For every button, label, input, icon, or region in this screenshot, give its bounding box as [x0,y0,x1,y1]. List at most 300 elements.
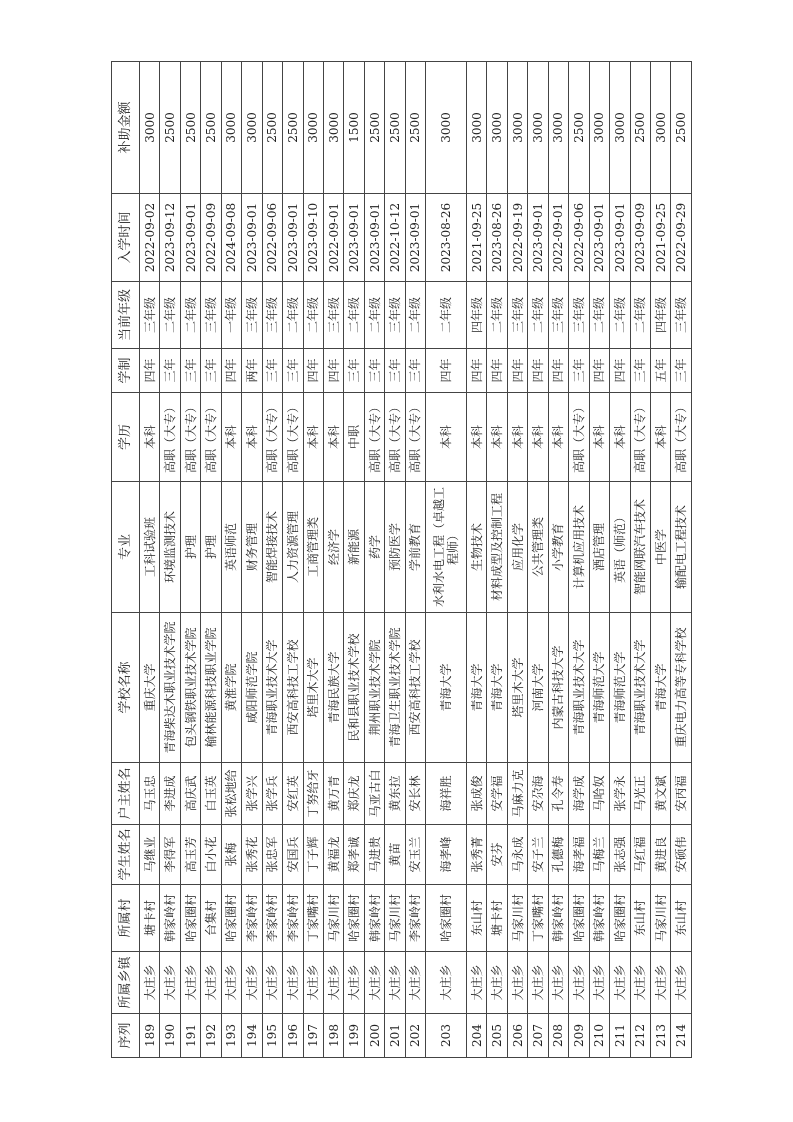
enroll-date-cell: 2022-09-29 [671,194,692,282]
seq-cell: 199 [344,1014,364,1058]
subsidy-cell: 2500 [385,62,405,194]
subsidy-cell: 3000 [487,62,507,194]
village-cell: 台集村 [201,885,221,952]
seq-cell: 196 [283,1014,303,1058]
education-cell: 高职（大专） [201,393,221,482]
duration-cell: 四年 [610,349,630,393]
student-name-cell: 张忠军 [262,825,282,885]
table-row [140,62,160,1058]
table-row [426,62,467,1058]
school-name-cell: 青海职业技术大学 [262,613,282,763]
seq-cell: 206 [507,1014,527,1058]
enroll-date-cell: 2023-08-26 [426,194,467,282]
subsidy-cell: 2500 [201,62,221,194]
school-name-cell: 青海职业技术大学 [569,613,589,763]
seq-cell: 213 [650,1014,670,1058]
duration-cell: 三年 [385,349,405,393]
education-cell: 本科 [140,393,160,482]
seq-cell: 212 [630,1014,650,1058]
major-cell: 公共管理类 [528,482,548,613]
table-row [528,62,548,1058]
table-row [548,62,568,1058]
enroll-date-cell: 2024-09-08 [221,194,241,282]
village-cell: 李家岭村 [242,885,262,952]
education-cell: 本科 [610,393,630,482]
village-cell: 李家岭村 [405,885,425,952]
school-name-cell: 包头钢铁职业技术学院 [180,613,200,763]
table-row [610,62,630,1058]
grade-cell: 二年级 [589,282,609,349]
duration-cell: 四年 [467,349,487,393]
enroll-date-cell: 2021-09-25 [650,194,670,282]
township-cell: 大庄乡 [385,952,405,1014]
seq-cell: 211 [610,1014,630,1058]
seq-cell: 208 [548,1014,568,1058]
village-cell: 李家岭村 [262,885,282,952]
grade-cell: 二年级 [405,282,425,349]
village-cell: 马家川村 [323,885,343,952]
duration-cell: 四年 [303,349,323,393]
table-row [467,62,487,1058]
village-cell: 塘卡村 [140,885,160,952]
subsidy-cell: 3000 [610,62,630,194]
grade-cell: 三年级 [569,282,589,349]
table-row [650,62,670,1058]
subsidy-cell: 2500 [364,62,384,194]
duration-cell: 三年 [364,349,384,393]
householder-name-cell: 张成俊 [467,763,487,825]
header-cell: 学校名称 [112,613,140,763]
table-row [344,62,364,1058]
education-cell: 本科 [528,393,548,482]
header-cell: 所属乡镇 [112,952,140,1014]
township-cell: 大庄乡 [548,952,568,1014]
township-cell: 大庄乡 [262,952,282,1014]
householder-name-cell: 张学兵 [262,763,282,825]
school-name-cell: 青海大学 [650,613,670,763]
township-cell: 大庄乡 [610,952,630,1014]
header-cell: 学生姓名 [112,825,140,885]
major-cell: 计算机应用技术 [569,482,589,613]
householder-name-cell: 马光正 [630,763,650,825]
student-name-cell: 李得军 [160,825,180,885]
school-name-cell: 榆林能源科技职业学院 [201,613,221,763]
major-cell: 材料成型及控制工程 [487,482,507,613]
student-name-cell: 马梅兰 [589,825,609,885]
village-cell: 李家岭村 [283,885,303,952]
education-cell: 本科 [221,393,241,482]
township-cell: 大庄乡 [140,952,160,1014]
school-name-cell: 内蒙古科技大学 [548,613,568,763]
education-cell: 本科 [303,393,323,482]
major-cell: 英语（师范） [610,482,630,613]
grade-cell: 三年级 [262,282,282,349]
grade-cell: 三年级 [548,282,568,349]
student-name-cell: 高玉芳 [180,825,200,885]
subsidy-cell: 3000 [589,62,609,194]
householder-name-cell: 郑庆龙 [344,763,364,825]
enroll-date-cell: 2023-08-26 [487,194,507,282]
enroll-date-cell: 2023-09-10 [303,194,323,282]
major-cell: 生物技术 [467,482,487,613]
householder-name-cell: 马亚古白 [364,763,384,825]
education-cell: 本科 [487,393,507,482]
student-name-cell: 海孝福 [569,825,589,885]
village-cell: 韩家岭村 [160,885,180,952]
student-name-cell: 白小花 [201,825,221,885]
grade-cell: 二年级 [160,282,180,349]
enroll-date-cell: 2023-09-01 [242,194,262,282]
duration-cell: 四年 [323,349,343,393]
enroll-date-cell: 2022-09-01 [323,194,343,282]
enroll-date-cell: 2023-09-01 [528,194,548,282]
householder-name-cell: 黄东拉 [385,763,405,825]
education-cell: 本科 [242,393,262,482]
school-name-cell: 塔里木大学 [303,613,323,763]
enroll-date-cell: 2023-09-01 [364,194,384,282]
duration-cell: 三年 [262,349,282,393]
major-cell: 护理 [180,482,200,613]
subsidy-cell: 2500 [671,62,692,194]
township-cell: 大庄乡 [405,952,425,1014]
school-name-cell: 重庆电力高等专科学校 [671,613,692,763]
township-cell: 大庄乡 [589,952,609,1014]
township-cell: 大庄乡 [283,952,303,1014]
duration-cell: 四年 [426,349,467,393]
major-cell: 财务管理 [242,482,262,613]
major-cell: 学前教育 [405,482,425,613]
school-name-cell: 青海师范大学 [589,613,609,763]
seq-cell: 197 [303,1014,323,1058]
student-name-cell: 张秀菁 [467,825,487,885]
enroll-date-cell: 2021-09-25 [467,194,487,282]
village-cell: 哈家圈村 [344,885,364,952]
education-cell: 本科 [323,393,343,482]
student-name-cell: 黄苗 [385,825,405,885]
enroll-date-cell: 2022-09-09 [201,194,221,282]
subsidy-cell: 2500 [262,62,282,194]
education-cell: 高职（大专） [630,393,650,482]
student-name-cell: 黄进良 [650,825,670,885]
school-name-cell: 青海大学 [487,613,507,763]
duration-cell: 三年 [180,349,200,393]
seq-cell: 200 [364,1014,384,1058]
enroll-date-cell: 2023-09-01 [180,194,200,282]
grade-cell: 三年级 [201,282,221,349]
village-cell: 马家川村 [507,885,527,952]
village-cell: 塘卡村 [487,885,507,952]
seq-cell: 201 [385,1014,405,1058]
student-name-cell: 孔德梅 [548,825,568,885]
township-cell: 大庄乡 [344,952,364,1014]
grade-cell: 三年级 [507,282,527,349]
enroll-date-cell: 2023-09-01 [405,194,425,282]
seq-cell: 193 [221,1014,241,1058]
seq-cell: 202 [405,1014,425,1058]
village-cell: 东山村 [467,885,487,952]
student-name-cell: 马进贵 [364,825,384,885]
school-name-cell: 咸阳师范学院 [242,613,262,763]
subsidy-cell: 2500 [160,62,180,194]
subsidy-cell: 2500 [283,62,303,194]
enroll-date-cell: 2023-09-01 [589,194,609,282]
township-cell: 大庄乡 [630,952,650,1014]
student-name-cell: 郑孝诚 [344,825,364,885]
township-cell: 大庄乡 [160,952,180,1014]
township-cell: 大庄乡 [528,952,548,1014]
duration-cell: 三年 [160,349,180,393]
major-cell: 工科试验班 [140,482,160,613]
subsidy-cell: 3000 [548,62,568,194]
seq-cell: 210 [589,1014,609,1058]
subsidy-cell: 2500 [630,62,650,194]
header-cell: 户主姓名 [112,763,140,825]
education-cell: 高职（大专） [262,393,282,482]
table-row [160,62,180,1058]
school-name-cell: 民和县职业技术学校 [344,613,364,763]
table-row [364,62,384,1058]
subsidy-cell: 3000 [140,62,160,194]
table-row [385,62,405,1058]
seq-cell: 209 [569,1014,589,1058]
grade-cell: 二年级 [283,282,303,349]
header-cell: 所属村 [112,885,140,952]
subsidy-table [111,61,692,1058]
school-name-cell: 西安高科技工学校 [283,613,303,763]
education-cell: 高职（大专） [160,393,180,482]
table-row [283,62,303,1058]
grade-cell: 二年级 [630,282,650,349]
education-cell: 本科 [467,393,487,482]
village-cell: 哈家圈村 [610,885,630,952]
grade-cell: 二年级 [180,282,200,349]
major-cell: 水利水电工程（卓越工程师） [426,482,467,613]
seq-cell: 192 [201,1014,221,1058]
major-cell: 酒店管理 [589,482,609,613]
major-cell: 英语师范 [221,482,241,613]
seq-cell: 191 [180,1014,200,1058]
seq-cell: 207 [528,1014,548,1058]
education-cell: 本科 [507,393,527,482]
township-cell: 大庄乡 [507,952,527,1014]
township-cell: 大庄乡 [323,952,343,1014]
table-row [242,62,262,1058]
header-cell: 补助金额 [112,62,140,194]
householder-name-cell: 海学成 [569,763,589,825]
grade-cell: 三年级 [140,282,160,349]
school-name-cell: 重庆大学 [140,613,160,763]
table-row [221,62,241,1058]
village-cell: 哈家圈村 [180,885,200,952]
subsidy-cell: 3000 [650,62,670,194]
major-cell: 中医学 [650,482,670,613]
subsidy-cell: 3000 [221,62,241,194]
duration-cell: 四年 [487,349,507,393]
duration-cell: 三年 [630,349,650,393]
school-name-cell: 青海师范大学 [610,613,630,763]
enroll-date-cell: 2023-09-12 [160,194,180,282]
enroll-date-cell: 2022-09-19 [507,194,527,282]
village-cell: 东山村 [630,885,650,952]
householder-name-cell: 海祥胜 [426,763,467,825]
school-name-cell: 荆州职业技术学院 [364,613,384,763]
householder-name-cell: 马哈奴 [589,763,609,825]
householder-name-cell: 李进成 [160,763,180,825]
duration-cell: 三年 [344,349,364,393]
township-cell: 大庄乡 [201,952,221,1014]
student-name-cell: 安子兰 [528,825,548,885]
duration-cell: 四年 [548,349,568,393]
table-row [569,62,589,1058]
header-cell: 专业 [112,482,140,613]
seq-cell: 204 [467,1014,487,1058]
grade-cell: 二年级 [487,282,507,349]
major-cell: 人力资源管理 [283,482,303,613]
grade-cell: 三年级 [671,282,692,349]
student-name-cell: 马红福 [630,825,650,885]
subsidy-cell: 3000 [323,62,343,194]
education-cell: 高职（大专） [283,393,303,482]
major-cell: 智能网联汽车技术 [630,482,650,613]
duration-cell: 五年 [650,349,670,393]
table-row [180,62,200,1058]
village-cell: 丁家嘴村 [528,885,548,952]
student-name-cell: 黄福龙 [323,825,343,885]
subsidy-cell: 2500 [405,62,425,194]
duration-cell: 三年 [405,349,425,393]
village-cell: 马家川村 [650,885,670,952]
subsidy-cell: 3000 [507,62,527,194]
householder-name-cell: 高庆武 [180,763,200,825]
grade-cell: 四年级 [650,282,670,349]
seq-cell: 198 [323,1014,343,1058]
education-cell: 中职 [344,393,364,482]
grade-cell: 三年级 [385,282,405,349]
duration-cell: 四年 [140,349,160,393]
householder-name-cell: 张学兴 [242,763,262,825]
school-name-cell: 青海民族大学 [323,613,343,763]
duration-cell: 三年 [569,349,589,393]
table-row [507,62,527,1058]
township-cell: 大庄乡 [467,952,487,1014]
table-row [303,62,323,1058]
header-cell: 序列 [112,1014,140,1058]
township-cell: 大庄乡 [487,952,507,1014]
householder-name-cell: 安尕海 [528,763,548,825]
student-name-cell: 张梅 [221,825,241,885]
rotated-page [111,62,692,1058]
township-cell: 大庄乡 [221,952,241,1014]
major-cell: 环境监测技术 [160,482,180,613]
student-name-cell: 安硕伟 [671,825,692,885]
education-cell: 高职（大专） [385,393,405,482]
subsidy-cell: 3000 [467,62,487,194]
table-row [262,62,282,1058]
householder-name-cell: 丁努给牙 [303,763,323,825]
header-row [112,62,140,1058]
grade-cell: 二年级 [528,282,548,349]
village-cell: 韩家岭村 [589,885,609,952]
subsidy-cell: 1500 [344,62,364,194]
enroll-date-cell: 2022-09-02 [140,194,160,282]
student-name-cell: 安国兵 [283,825,303,885]
householder-name-cell: 黄文斌 [650,763,670,825]
seq-cell: 194 [242,1014,262,1058]
householder-name-cell: 张学永 [610,763,630,825]
education-cell: 高职（大专） [569,393,589,482]
education-cell: 高职（大专） [405,393,425,482]
school-name-cell: 青海卫生职业技术学院 [385,613,405,763]
householder-name-cell: 孔令寿 [548,763,568,825]
subsidy-cell: 3000 [303,62,323,194]
duration-cell: 四年 [528,349,548,393]
table-row [323,62,343,1058]
seq-cell: 190 [160,1014,180,1058]
table-row [405,62,425,1058]
householder-name-cell: 黄万青 [323,763,343,825]
student-name-cell: 马继业 [140,825,160,885]
village-cell: 哈家圈村 [221,885,241,952]
grade-cell: 二年级 [344,282,364,349]
seq-cell: 203 [426,1014,467,1058]
grade-cell: 二年级 [364,282,384,349]
enroll-date-cell: 2023-09-09 [630,194,650,282]
school-name-cell: 青海职业技术大学 [630,613,650,763]
school-name-cell: 河南大学 [528,613,548,763]
township-cell: 大庄乡 [650,952,670,1014]
major-cell: 预防医学 [385,482,405,613]
duration-cell: 三年 [201,349,221,393]
header-cell: 入学时间 [112,194,140,282]
school-name-cell: 黄淮学院 [221,613,241,763]
duration-cell: 三年 [671,349,692,393]
township-cell: 大庄乡 [180,952,200,1014]
subsidy-cell: 3000 [528,62,548,194]
householder-name-cell: 安丙福 [671,763,692,825]
grade-cell: 二年级 [426,282,467,349]
village-cell: 东山村 [671,885,692,952]
education-cell: 本科 [589,393,609,482]
enroll-date-cell: 2022-09-06 [569,194,589,282]
student-name-cell: 马永成 [507,825,527,885]
enroll-date-cell: 2023-09-01 [610,194,630,282]
householder-name-cell: 安红英 [283,763,303,825]
major-cell: 小学教育 [548,482,568,613]
duration-cell: 四年 [507,349,527,393]
education-cell: 高职（大专） [671,393,692,482]
householder-name-cell: 安长林 [405,763,425,825]
major-cell: 经济学 [323,482,343,613]
major-cell: 新能源 [344,482,364,613]
seq-cell: 205 [487,1014,507,1058]
student-name-cell: 安玉兰 [405,825,425,885]
major-cell: 应用化学 [507,482,527,613]
duration-cell: 四年 [589,349,609,393]
village-cell: 韩家岭村 [364,885,384,952]
householder-name-cell: 安学福 [487,763,507,825]
township-cell: 大庄乡 [671,952,692,1014]
grade-cell: 四年级 [467,282,487,349]
householder-name-cell: 马玉忠 [140,763,160,825]
township-cell: 大庄乡 [242,952,262,1014]
village-cell: 哈家圈村 [426,885,467,952]
enroll-date-cell: 2022-10-12 [385,194,405,282]
grade-cell: 三年级 [323,282,343,349]
table-row [630,62,650,1058]
education-cell: 本科 [426,393,467,482]
enroll-date-cell: 2023-09-01 [344,194,364,282]
subsidy-cell: 2500 [180,62,200,194]
